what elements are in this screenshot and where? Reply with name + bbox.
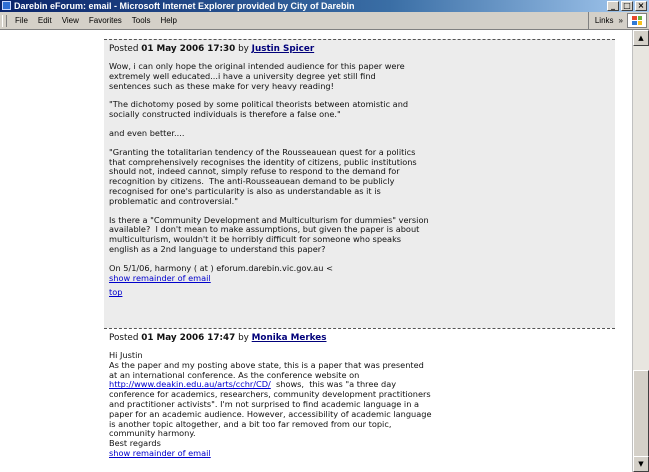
post-paragraph: "The dichotomy posed by some political theorists between atomistic and socially constructed individuals is therefore a false one." <box>109 99 409 120</box>
menu-favorites[interactable]: Favorites <box>88 16 122 25</box>
post-body: shows, this was "a three day <box>270 379 397 390</box>
post-paragraph: and even better.... <box>109 127 185 138</box>
links-chevron-icon[interactable]: » <box>618 16 623 25</box>
conference-url-link[interactable]: http://www.deakin.edu.au/arts/cchr/CD/ <box>109 379 271 390</box>
post-signoff: Best regards <box>109 438 161 449</box>
menu-tools[interactable]: Tools <box>131 16 151 25</box>
scroll-up-arrow-icon[interactable]: ▲ <box>633 30 649 46</box>
window-controls <box>607 1 647 11</box>
post-date: 01 May 2006 17:47 <box>141 333 236 343</box>
minimize-button[interactable]: _ <box>607 1 619 11</box>
menu-view[interactable]: View <box>61 16 79 25</box>
menu-bar <box>0 12 649 30</box>
window-title-bar <box>0 0 649 12</box>
window-title: Darebin eForum: email - Microsoft Internet Explorer provided by City of Darebin <box>14 1 355 11</box>
posted-label: Posted <box>109 44 139 54</box>
quote-line: On 5/1/06, harmony ( at ) eforum.darebin.vic.gov.au < <box>109 262 333 273</box>
post-paragraph: Wow, i can only hope the original intended audience for this paper were extremely well educated...i have a university degree yet still find sentences such as these make for very heavy reading! <box>109 61 405 91</box>
links-toolbar[interactable] <box>588 12 623 29</box>
post-date: 01 May 2006 17:30 <box>141 44 236 54</box>
top-link[interactable]: top <box>109 287 123 298</box>
scrollbar-thumb[interactable] <box>633 370 649 460</box>
close-button[interactable]: × <box>635 1 647 11</box>
page-content <box>0 30 632 472</box>
windows-logo-icon <box>627 13 647 28</box>
post-header <box>109 44 610 54</box>
ie-app-icon <box>2 1 11 10</box>
show-remainder-link[interactable]: show remainder of email <box>109 447 211 458</box>
menu-file[interactable]: File <box>15 16 28 25</box>
forum-post <box>104 328 615 472</box>
show-remainder-link[interactable]: show remainder of email <box>109 272 211 283</box>
post-body: conference for academics, researchers, community development practitioners and practitioner activists". I'm not surprised to find academic language in a paper for an academic audience. However, accessibility of academic language is another topic altogether, and a bit too far removed from our topic, community harmony. <box>109 389 432 439</box>
by-label: by <box>238 44 249 54</box>
forum-post <box>104 39 615 328</box>
post-header <box>109 333 610 343</box>
toolbar-grip[interactable] <box>2 15 7 27</box>
links-label: Links <box>594 16 614 25</box>
menu-help[interactable]: Help <box>160 16 177 25</box>
by-label: by <box>238 333 249 343</box>
vertical-scrollbar[interactable] <box>632 30 649 472</box>
post-author-link[interactable]: Monika Merkes <box>251 333 327 343</box>
post-body: As the paper and my posting above state, this is a paper that was presented at an international conference. As the conference website on <box>109 359 424 380</box>
maximize-button[interactable]: □ <box>621 1 633 11</box>
post-paragraph: "Granting the totalitarian tendency of the Rousseauean quest for a politics that comprehensively recognises the identity of citizens, public institutions should not, indeed cannot, simply refuse to respond to the demand for recognition by citizens. The anti-Rousseauean demand to be publicly recognised for one's particularity is also as understandable as it is problematic and controversial." <box>109 146 417 206</box>
post-author-link[interactable]: Justin Spicer <box>251 44 315 54</box>
post-paragraph: Is there a "Community Development and Multiculturism for dummies" version available? I don't mean to make assumptions, but given the paper is about multiculturism, wouldn't it be horribly difficult for someone who speaks english as a 2nd language to understand this paper? <box>109 214 429 254</box>
post-greeting: Hi Justin <box>109 350 143 360</box>
scroll-down-arrow-icon[interactable]: ▼ <box>633 456 649 472</box>
posted-label: Posted <box>109 333 139 343</box>
menu-edit[interactable]: Edit <box>37 16 52 25</box>
